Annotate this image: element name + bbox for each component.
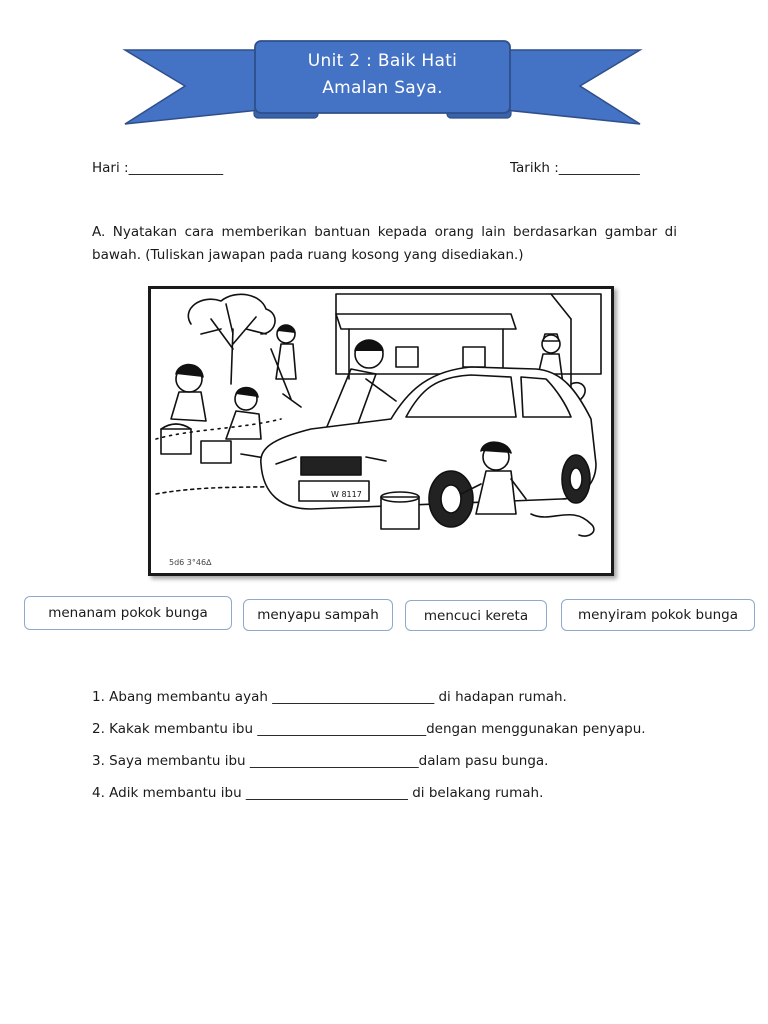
boy-sweeping xyxy=(271,325,301,407)
car-drawing xyxy=(261,367,596,527)
question-item[interactable]: 2. Kakak membantu ibu _________________________dengan menggunakan penyapu. xyxy=(92,721,646,737)
question-item[interactable]: 4. Adik membantu ibu ________________________ di belakang rumah. xyxy=(92,785,544,801)
day-field[interactable]: Hari :______________ xyxy=(92,160,224,176)
artist-scribble: 5d6 3°46∆ xyxy=(169,558,212,567)
word-bank-item: mencuci kereta xyxy=(405,600,547,631)
question-item[interactable]: 3. Saya membantu ibu _________________________dalam pasu bunga. xyxy=(92,753,549,769)
question-item[interactable]: 1. Abang membantu ayah ________________________ di hadapan rumah. xyxy=(92,689,567,705)
question-list xyxy=(92,686,646,814)
bucket-drawing xyxy=(381,492,419,529)
title-banner xyxy=(120,38,645,128)
unit-title: Unit 2 : Baik Hati xyxy=(307,51,458,71)
word-bank-item: menyapu sampah xyxy=(243,599,393,631)
word-bank-item: menanam pokok bunga xyxy=(24,596,232,630)
car-number-plate: W 8117 xyxy=(331,490,362,499)
instruction-text: A. Nyatakan cara memberikan bantuan kepada orang lain berdasarkan gambar di bawah. (Tuliskan jawapan pada ruang kosong yang disediakan.) xyxy=(92,224,677,263)
date-field[interactable]: Tarikh :____________ xyxy=(510,160,640,176)
unit-subtitle: Amalan Saya. xyxy=(322,78,443,98)
car-wash-illustration xyxy=(148,286,614,576)
girl-planting xyxy=(161,365,206,454)
child-kneeling xyxy=(201,388,271,463)
word-bank-item: menyiram pokok bunga xyxy=(561,599,755,631)
